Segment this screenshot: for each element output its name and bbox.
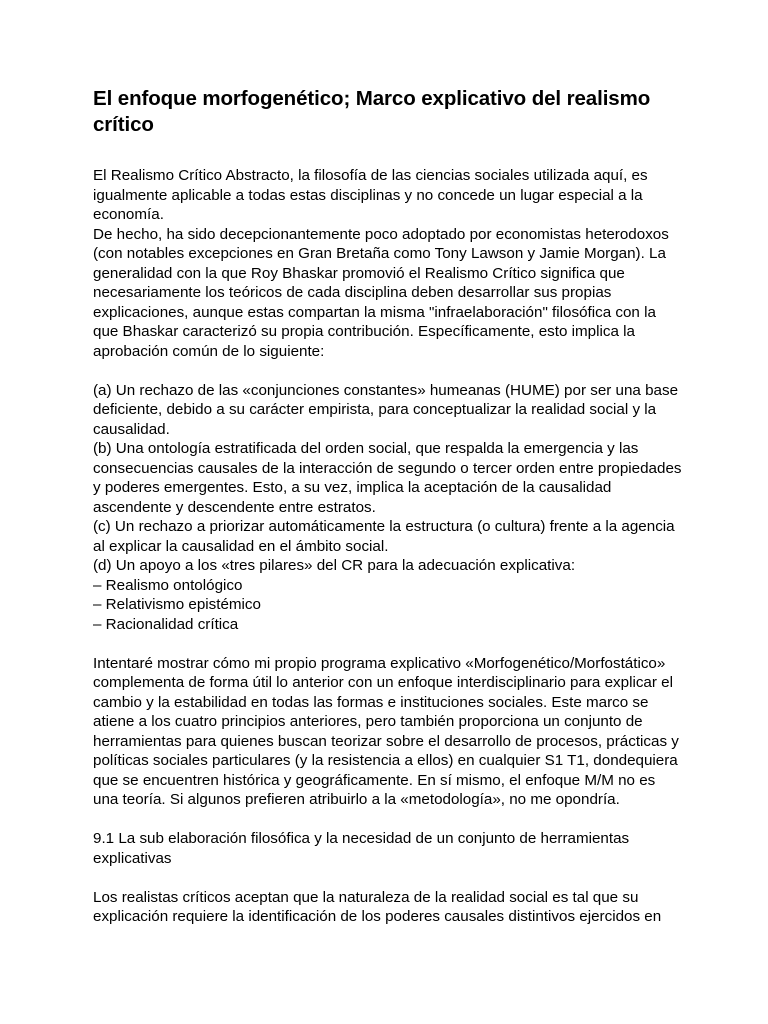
document-page <box>93 86 683 946</box>
intro-block <box>93 166 683 361</box>
realists-paragraph <box>93 888 683 927</box>
section-heading: 9.1 La sub elaboración filosófica y la necesidad de un conjunto de herramientas explicativas <box>93 830 630 867</box>
list-item-b: (b) Una ontología estratificada del orden social, que respalda la emergencia y las consecuencias causales de la interacción de segundo o tercer orden entre propiedades y poderes emergentes. Esto, a su vez, implica la aceptación de la causalidad ascendente y descendente entre estratos. <box>93 440 682 516</box>
intro-paragraph-1: El Realismo Crítico Abstracto, la filosofía de las ciencias sociales utilizada aquí, es igualmente aplicable a todas estas disciplinas y no concede un lugar especial a la economía. <box>93 167 648 223</box>
list-item-d: (d) Un apoyo a los «tres pilares» del CR para la adecuación explicativa: <box>93 557 576 574</box>
list-item-c: (c) Un rechazo a priorizar automáticamente la estructura (o cultura) frente a la agencia al explicar la causalidad en el ámbito social. <box>93 518 675 555</box>
list-item-a: (a) Un rechazo de las «conjunciones constantes» humeanas (HUME) por ser una base deficiente, debido a su carácter empirista, para conceptualizar la realidad social y la causalidad. <box>93 381 679 438</box>
pillar-ontological-realism: – Realismo ontológico <box>93 576 243 594</box>
program-paragraph-text: Intentaré mostrar cómo mi propio programa explicativo «Morfogenético/Morfostático» complementa de forma útil lo anterior con un enfoque interdisciplinario para explicar el cambio y la estabilidad en todas las formas e instituciones sociales. Este marco se atiene a los cuatro principios anteriores, pero también proporciona un conjunto de herramientas para quienes buscan teorizar sobre el desarrollo de procesos, prácticas y políticas sociales particulares (y la resistencia a ellos) en cualquier S1 T1, dondequiera que se encuentren histórica y geográficamente. En sí mismo, el enfoque M/M no es una teoría. Si algunos prefieren atribuirlo a la «metodología», no me opondría. <box>93 654 679 808</box>
realists-paragraph-text: Los realistas críticos aceptan que la naturaleza de la realidad social es tal que su explicación requiere la identificación de los poderes causales distintivos ejercidos en <box>93 888 662 925</box>
pillar-epistemic-relativism: – Relativismo epistémico <box>93 596 261 613</box>
principles-list <box>93 381 683 635</box>
pillar-critical-rationality: – Racionalidad crítica <box>93 615 239 633</box>
document-title: El enfoque morfogenético; Marco explicativo del realismo crítico <box>93 87 651 136</box>
intro-paragraph-2: De hecho, ha sido decepcionantemente poco adoptado por economistas heterodoxos (con notables excepciones en Gran Bretaña como Tony Lawson y Jamie Morgan). La generalidad con la que Roy Bhaskar promovió el Realismo Crítico significa que necesariamente los teóricos de cada disciplina deben desarrollar sus propias explicaciones, aunque estas compartan la misma "infraelaboración" filosófica con la que Bhaskar caracterizó su propia contribución. Específicamente, esto implica la aprobación común de lo siguiente: <box>93 225 669 360</box>
program-paragraph <box>93 654 683 810</box>
